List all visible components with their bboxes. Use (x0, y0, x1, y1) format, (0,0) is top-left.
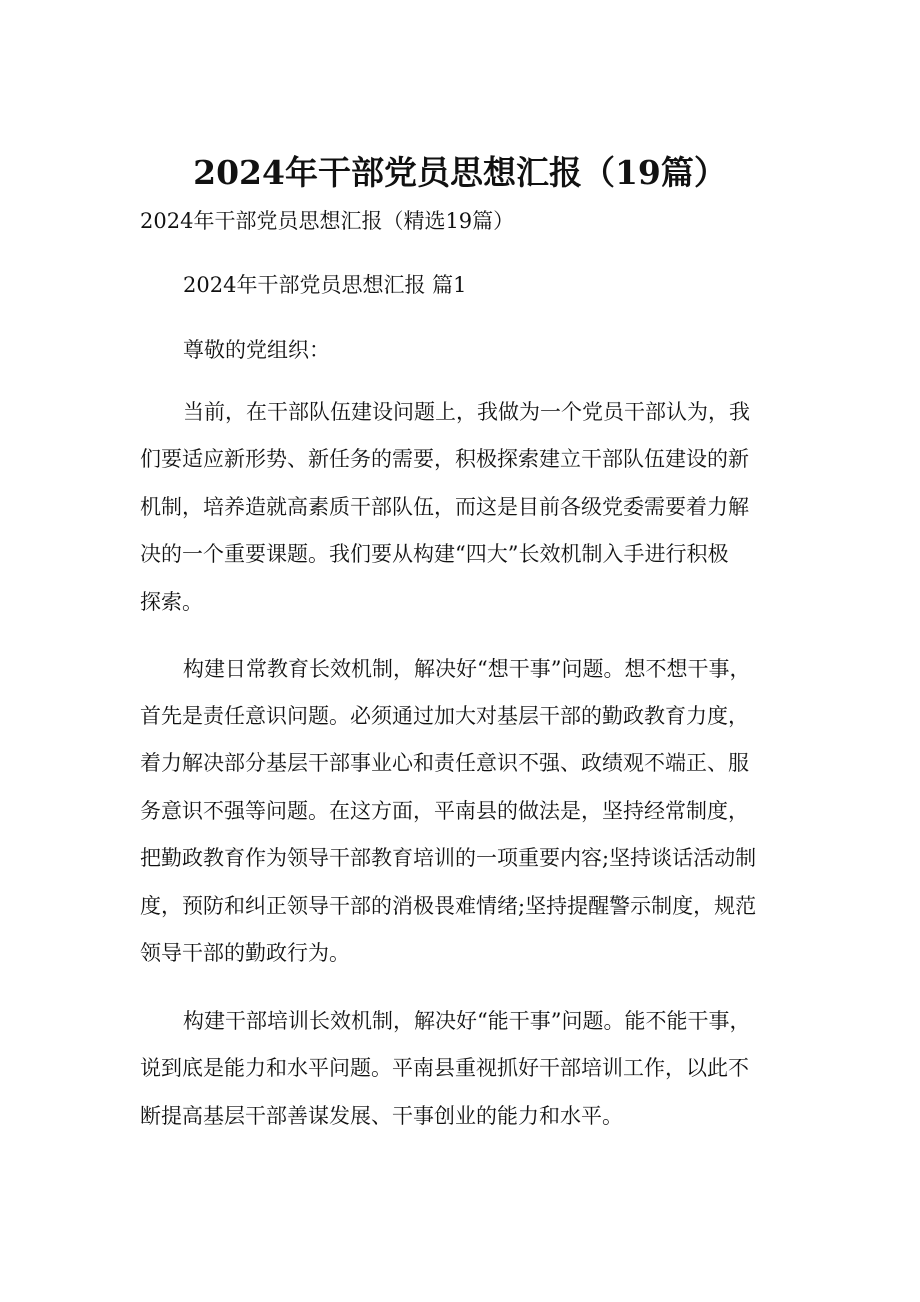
paragraph-2-line-1: 构建日常教育长效机制，解决好“想干事”问题。想不想干事， (183, 657, 751, 681)
salutation: 尊敬的党组织： (183, 338, 330, 362)
paragraph-1-line-1: 当前，在干部队伍建设问题上，我做为一个党员干部认为，我 (183, 400, 750, 424)
paragraph-3-line-3: 断提高基层干部善谋发展、干事创业的能力和水平。 (140, 1104, 623, 1128)
document-title: 2024年干部党员思想汇报（19篇） (193, 153, 727, 192)
paragraph-1-line-2: 们要适应新形势、新任务的需要，积极探索建立干部队伍建设的新 (140, 447, 749, 471)
paragraph-2-line-2: 首先是责任意识问题。必须通过加大对基层干部的勤政教育力度， (140, 704, 749, 728)
paragraph-3-line-1: 构建干部培训长效机制，解决好“能干事”问题。能不能干事， (183, 1009, 751, 1033)
paragraph-2-line-4: 务意识不强等问题。在这方面，平南县的做法是，坚持经常制度， (140, 799, 749, 823)
paragraph-2-line-6: 度，预防和纠正领导干部的消极畏难情绪;坚持提醒警示制度，规范 (140, 894, 757, 918)
paragraph-1-line-4: 决的一个重要课题。我们要从构建“四大”长效机制入手进行积极 (140, 542, 729, 566)
section-heading: 2024年干部党员思想汇报 篇1 (183, 273, 467, 297)
document-subtitle: 2024年干部党员思想汇报（精选19篇） (140, 209, 515, 233)
paragraph-2-line-3: 着力解决部分基层干部事业心和责任意识不强、政绩观不端正、服 (140, 751, 749, 775)
paragraph-1-line-5: 探索。 (140, 590, 203, 614)
paragraph-3-line-2: 说到底是能力和水平问题。平南县重视抓好干部培训工作，以此不 (140, 1056, 749, 1080)
paragraph-2-line-7: 领导干部的勤政行为。 (140, 941, 350, 965)
paragraph-1-line-3: 机制，培养造就高素质干部队伍，而这是目前各级党委需要着力解 (140, 495, 749, 519)
paragraph-2-line-5: 把勤政教育作为领导干部教育培训的一项重要内容;坚持谈话活动制 (140, 846, 757, 870)
